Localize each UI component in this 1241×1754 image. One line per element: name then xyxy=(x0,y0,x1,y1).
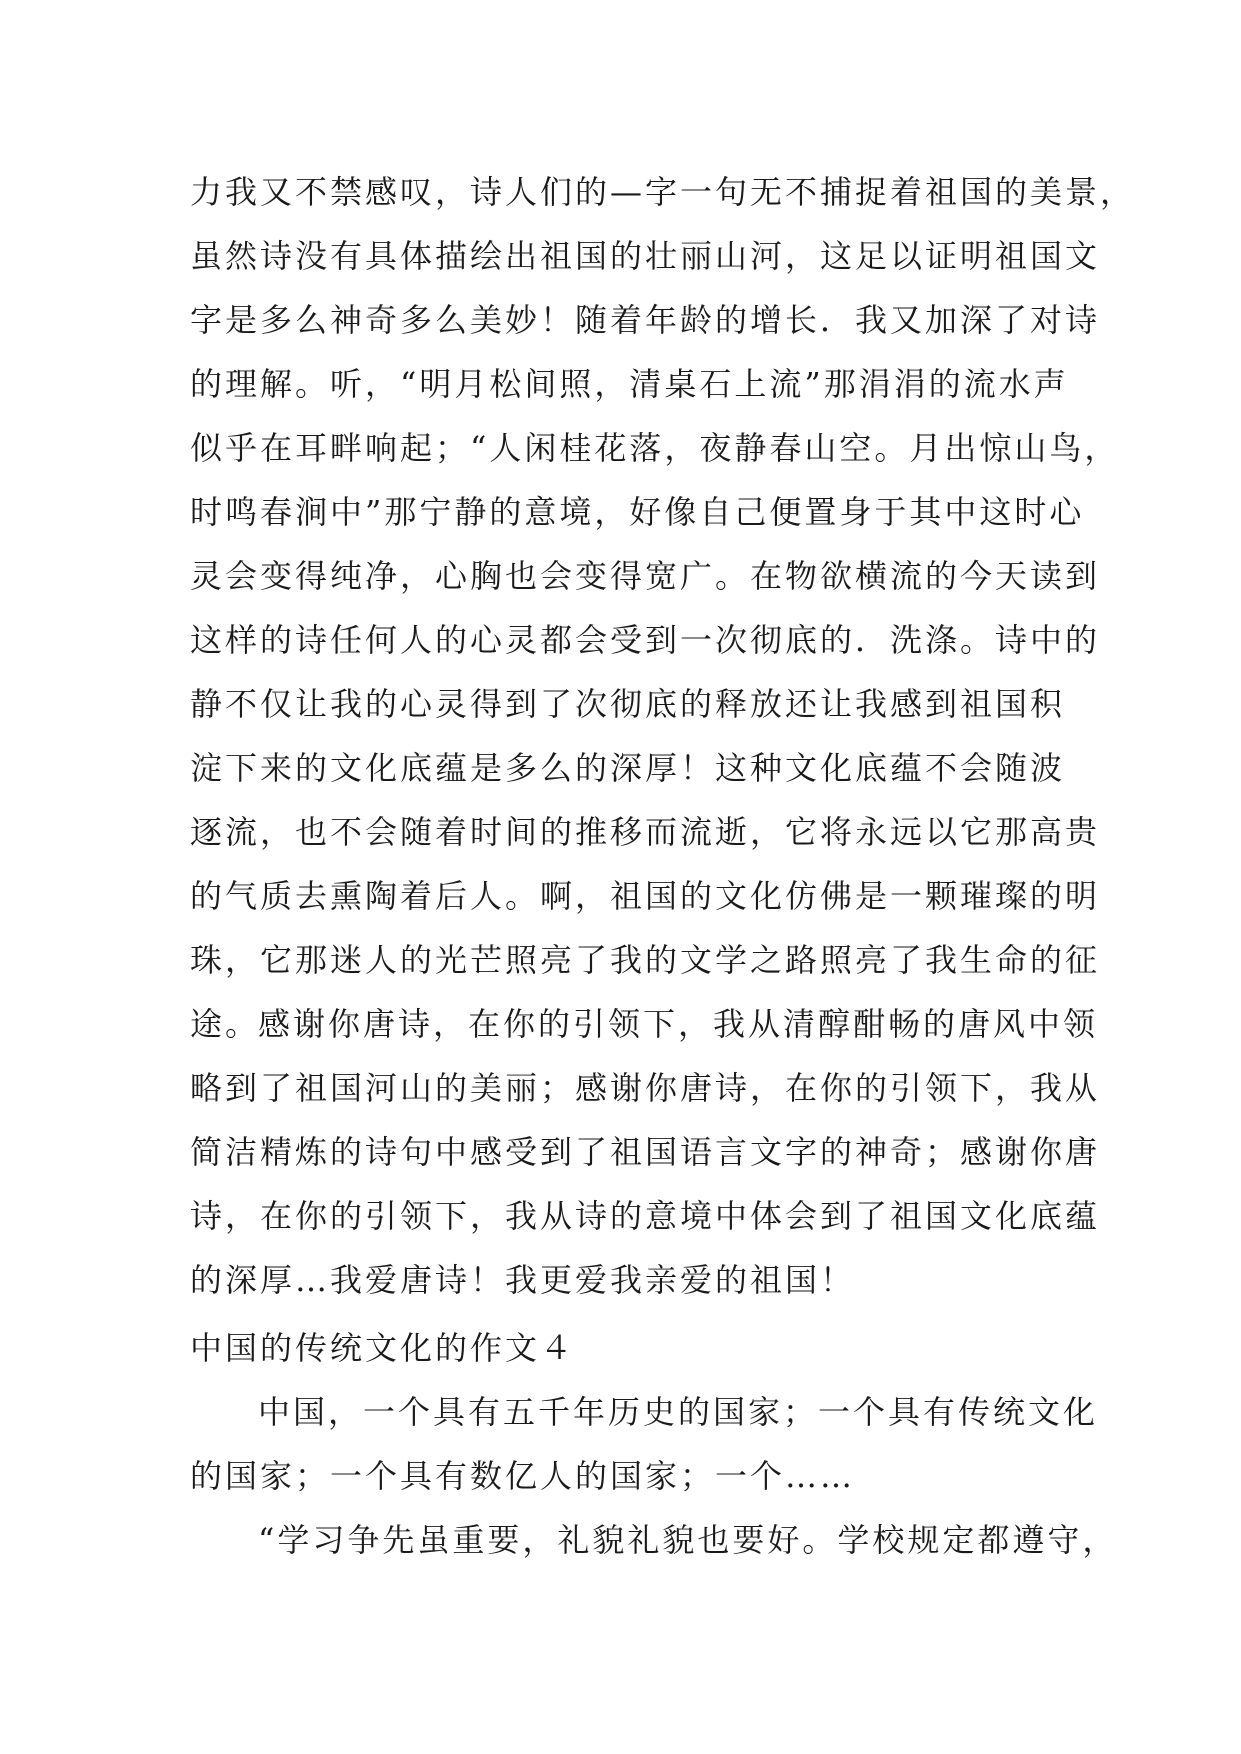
paragraph-school-rhyme xyxy=(190,1508,1118,1572)
text-line: 灵会变得纯净，心胸也会变得宽广。在物欲横流的今天读到 xyxy=(190,557,1101,595)
section-title: 中国的传统文化的作文４ xyxy=(190,1329,576,1367)
text-line: 简洁精炼的诗句中感受到了祖国语言文字的神奇；感谢你唐 xyxy=(190,1133,1101,1171)
section-heading xyxy=(190,1316,1070,1380)
text-line: 似乎在耳畔响起；“人闲桂花落，夜静春山空。月出惊山鸟， xyxy=(190,429,1120,467)
text-line: 静不仅让我的心灵得到了次彻底的释放还让我感到祖国积 xyxy=(190,685,1066,723)
text-line: 力我又不禁感叹，诗人们的—字一句无不捕捉着祖国的美景， xyxy=(190,173,1136,211)
paragraph-thanks-tang-poetry xyxy=(190,992,1101,1312)
text-line: 珠，它那迷人的光芒照亮了我的文学之路照亮了我生命的征 xyxy=(190,941,1101,979)
text-line: 略到了祖国河山的美丽；感谢你唐诗，在你的引领下，我从 xyxy=(190,1069,1101,1107)
paragraph-tang-poetry-reflection xyxy=(190,160,1136,1056)
text-line: 虽然诗没有具体描绘出祖国的壮丽山河，这足以证明祖国文 xyxy=(190,237,1101,275)
text-line: 时鸣春涧中”那宁静的意境，好像自己便置身于其中这时心 xyxy=(190,493,1085,531)
text-line: 诗，在你的引领下，我从诗的意境中体会到了祖国文化底蕴 xyxy=(190,1197,1101,1235)
paragraph-china-intro xyxy=(190,1380,1099,1508)
text-line: 逐流，也不会随着时间的推移而流逝，它将永远以它那高贵 xyxy=(190,813,1101,851)
text-line: 字是多么神奇多么美妙！随着年龄的增长．我又加深了对诗 xyxy=(190,301,1101,339)
text-line: 感谢你唐诗，在你的引领下，我从清醇酣畅的唐风中领 xyxy=(258,1005,1099,1043)
text-line: “学习争先虽重要，礼貌礼貌也要好。学校规定都遵守， xyxy=(258,1521,1118,1559)
text-line: 淀下来的文化底蕴是多么的深厚！这种文化底蕴不会随波 xyxy=(190,749,1066,787)
text-line: 这样的诗任何人的心灵都会受到一次彻底的．洗涤。诗中的 xyxy=(190,621,1101,659)
text-line: 的气质去熏陶着后人。啊，祖国的文化仿佛是一颗璀璨的明 xyxy=(190,877,1101,915)
text-line: 中国，一个具有五千年历史的国家；一个具有传统文化 xyxy=(258,1393,1099,1431)
text-line: 的国家；一个具有数亿人的国家；一个…… xyxy=(190,1457,856,1495)
text-line: 的理解。听，“明月松间照，清桌石上流”那涓涓的流水声 xyxy=(190,365,1069,403)
text-line: 途。 xyxy=(190,1005,261,1043)
text-line: 的深厚…我爱唐诗！我更爱我亲爱的祖国！ xyxy=(190,1261,856,1299)
